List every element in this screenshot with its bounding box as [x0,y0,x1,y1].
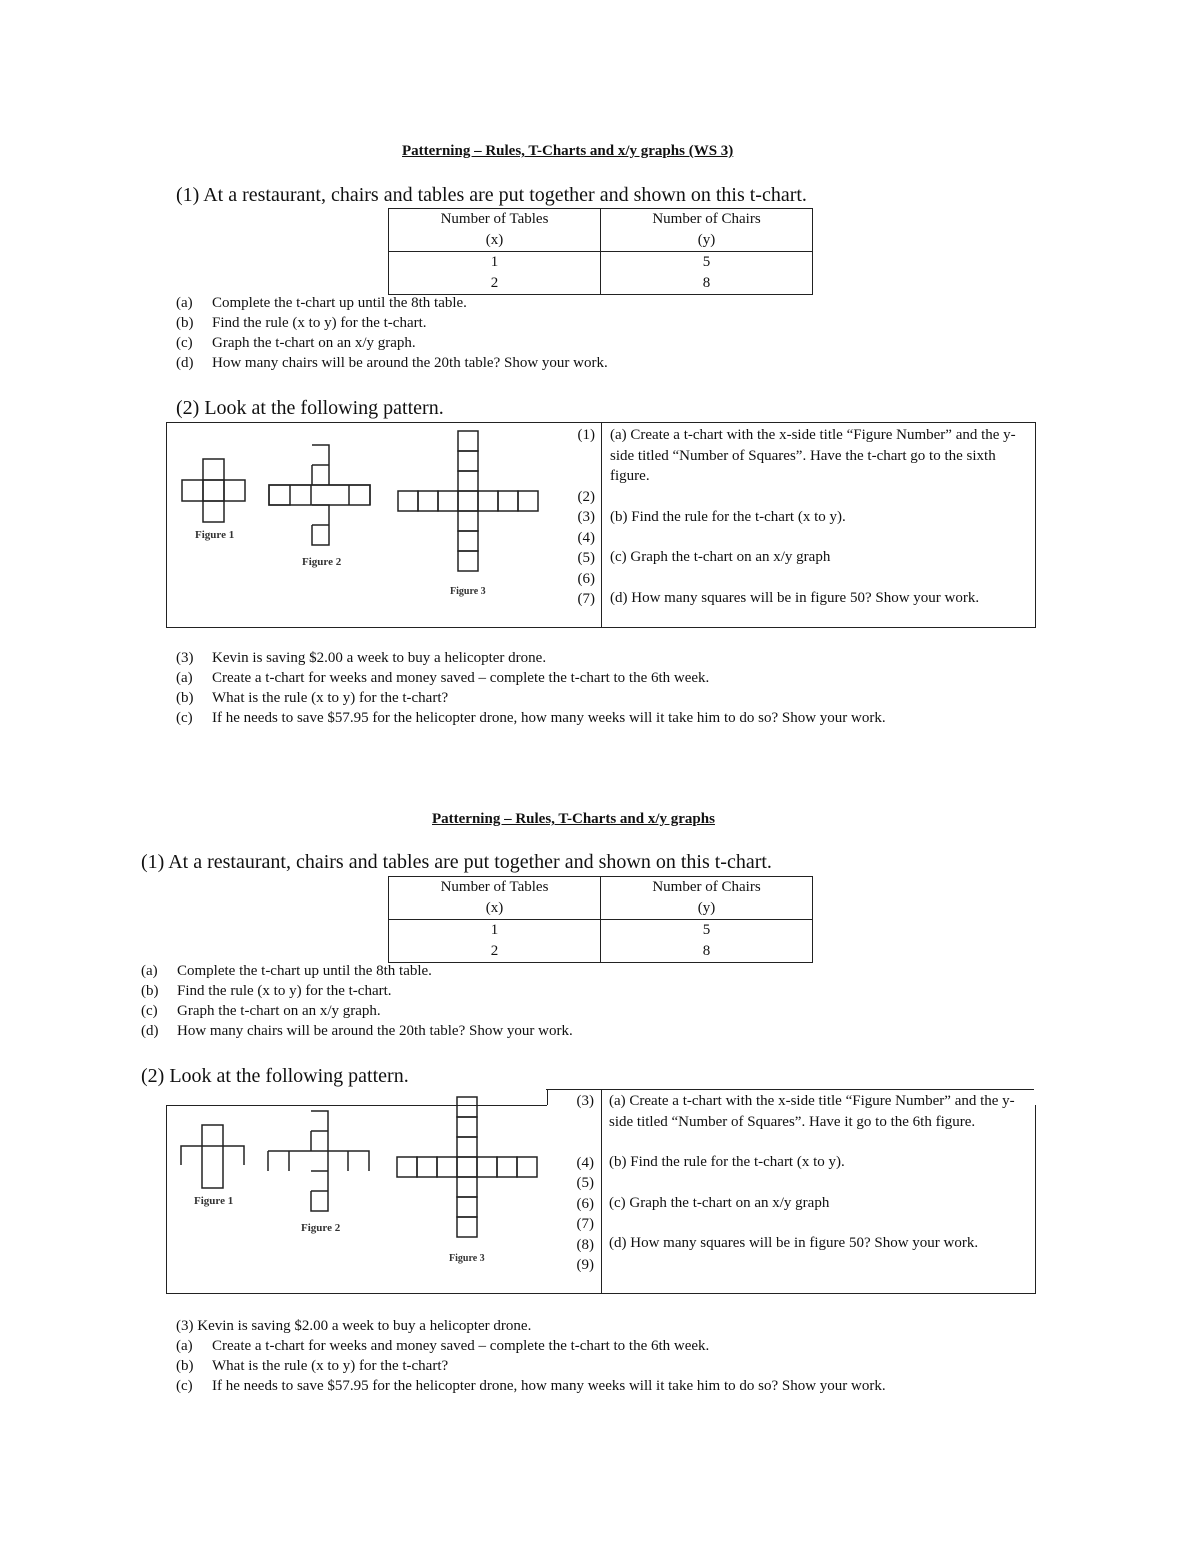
list-item: (c) If he needs to save $57.95 for the helicopter drone, how many weeks will it take him to do so? Show your work. [176,1378,886,1394]
tchart-col2-header: Number of Chairs (y) [601,209,813,252]
task-d: (d) How many squares will be in figure 50? Show your work. [609,1235,979,1251]
tchart-cell: 1 2 [389,252,601,295]
list-item: (c) If he needs to save $57.95 for the helicopter drone, how many weeks will it take him to do so? Show your work. [176,710,886,726]
list-item: (d) How many chairs will be around the 20th table? Show your work. [176,355,608,371]
list-item: (d) How many chairs will be around the 20th table? Show your work. [141,1023,573,1039]
tchart-col1-header: Number of Tables (x) [389,877,601,920]
figure-2-shape [269,445,370,545]
list-item: (b) Find the rule (x to y) for the t-chart. [176,315,427,331]
ws2-tchart [388,876,813,963]
task-b: (b) Find the rule for the t-chart (x to y). [610,508,846,525]
tchart-cell: 1 2 [389,920,601,963]
line-numbers: (1) (2) (3) (4) (5) (6) (7) [577,427,595,607]
list-item: (c) Graph the t-chart on an x/y graph. [141,1003,381,1019]
list-item: (a) Create a t-chart for weeks and money saved – complete the t-chart to the 6th week. [176,670,710,686]
ws1-tchart [388,208,813,295]
tchart-col2-header: Number of Chairs (y) [601,877,813,920]
ws1-pattern-box [166,422,1036,628]
list-item: (a) Complete the t-chart up until the 8th table. [141,963,432,979]
task-c: (c) Graph the t-chart on an x/y graph [609,1194,830,1211]
q3-heading: (3) Kevin is saving $2.00 a week to buy a helicopter drone. [176,650,547,666]
list-item: (a) Complete the t-chart up until the 8th table. [176,295,467,311]
ws2-pattern-figures-graphic [166,1089,596,1289]
list-item: (b) Find the rule (x to y) for the t-chart. [141,983,392,999]
box-divider [601,423,602,627]
figure-1-caption: Figure 1 [194,1195,234,1207]
figure-2-shape [268,1111,369,1211]
worksheet2-title: Patterning – Rules, T-Charts and x/y graphs [432,811,715,827]
box-top-edge [546,1089,1034,1090]
figure-2-caption: Figure 2 [301,1222,341,1234]
list-item: (c) Graph the t-chart on an x/y graph. [176,335,416,351]
ws1-q2-tasks [610,425,1025,608]
figure-3-shape [397,1097,537,1237]
task-b: (b) Find the rule for the t-chart (x to y). [609,1154,845,1170]
figure-2-caption: Figure 2 [302,556,342,568]
ws1-q1-parts [176,293,608,373]
tchart-cell: 5 8 [601,920,813,963]
box-divider [601,1089,602,1293]
ws1-q1-heading: (1) At a restaurant, chairs and tables are put together and shown on this t-chart. [176,184,807,206]
figure-1-shape [182,459,245,522]
ws2-q2-heading: (2) Look at the following pattern. [141,1065,409,1087]
tchart-col1-header: Number of Tables (x) [389,209,601,252]
q3-heading: (3) Kevin is saving $2.00 a week to buy a helicopter drone. [176,1318,532,1334]
ws1-q2-heading: (2) Look at the following pattern. [176,397,444,419]
tchart-cell: 5 8 [601,252,813,295]
figure-1-shape [181,1125,244,1188]
figure-1-caption: Figure 1 [195,529,235,541]
line-numbers: (3) (4) (5) (6) (7) (8) (9) [576,1093,594,1273]
figure-3-shape [398,431,538,571]
list-item: (b) What is the rule (x to y) for the t-chart? [176,1358,449,1374]
worksheet1-title: Patterning – Rules, T-Charts and x/y graphs (WS 3) [402,143,734,159]
task-a: (a) Create a t-chart with the x-side title “Figure Number” and the y-side titled “Number of Squares”. Have it go to the 6th figure. [609,1093,1015,1130]
ws2-q3 [176,1316,886,1396]
ws1-q3 [176,648,886,728]
pattern-figures-graphic [167,423,597,623]
list-item: (a) Create a t-chart for weeks and money saved – complete the t-chart to the 6th week. [176,1338,710,1354]
figure-3-caption: Figure 3 [449,1253,485,1264]
figure-3-caption: Figure 3 [450,586,486,597]
task-c: (c) Graph the t-chart on an x/y graph [610,549,831,565]
list-item: (b) What is the rule (x to y) for the t-chart? [176,690,449,706]
ws2-q1-heading: (1) At a restaurant, chairs and tables are put together and shown on this t-chart. [141,851,772,873]
task-d: (d) How many squares will be in figure 50? Show your work. [610,589,980,606]
ws2-q1-parts [141,961,573,1041]
ws2-q2-tasks [609,1091,1024,1254]
task-a: (a) Create a t-chart with the x-side title “Figure Number” and the y-side titled “Number of Squares”. Have the t-chart go to the sixth figure. [610,427,1016,484]
